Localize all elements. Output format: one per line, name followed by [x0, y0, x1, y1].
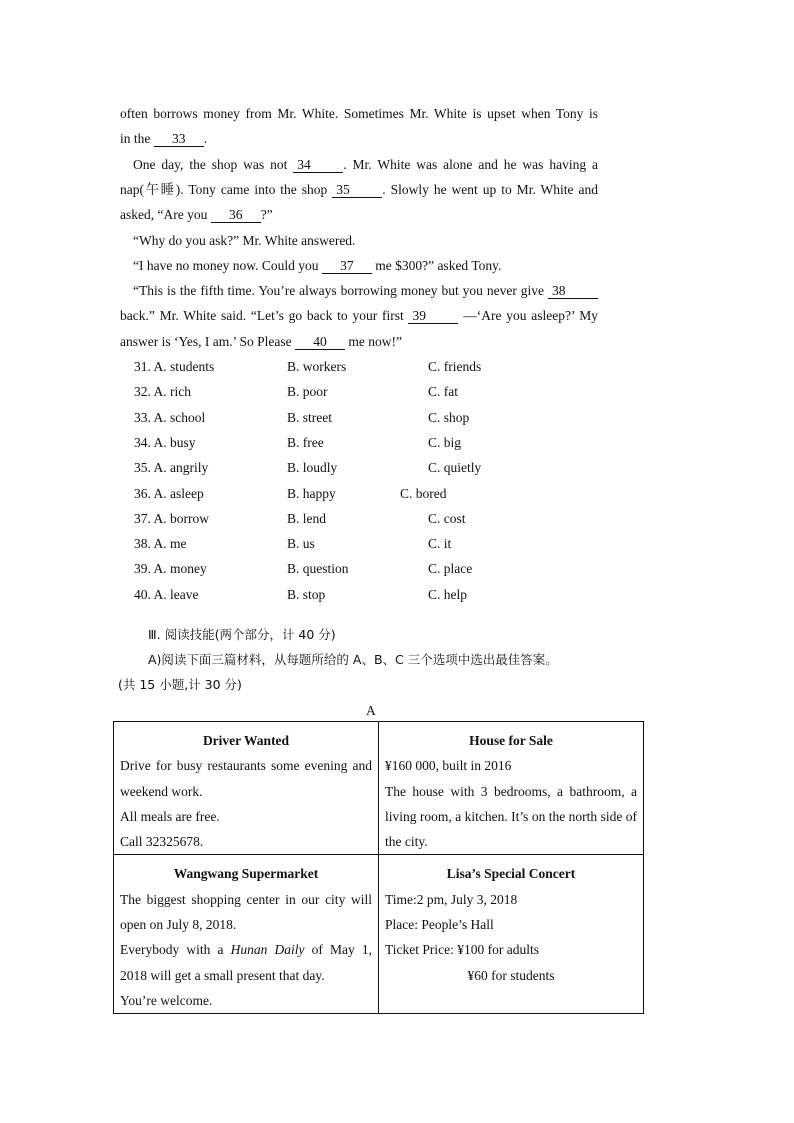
supermarket-cell: [114, 855, 379, 1014]
passage-line: [120, 332, 598, 352]
option-b: B. lend: [287, 510, 326, 526]
option-c: C. shop: [428, 409, 470, 425]
option-c: C. place: [428, 561, 473, 577]
cell-text: The biggest shopping center in our city will open on July 8, 2018.: [120, 891, 372, 933]
option-a: 39. A. money: [134, 561, 207, 577]
line-text: “Why do you ask?” Mr. White answered.: [133, 232, 356, 248]
option-c: C. big: [428, 434, 462, 450]
cell-text: Call 32325678.: [120, 834, 204, 850]
option-c: C. cost: [428, 510, 466, 526]
option-b: B. workers: [287, 359, 347, 374]
concert-cell: [379, 855, 644, 1014]
line-text: asked, “Are you: [120, 207, 211, 223]
answer-blank: 37: [322, 258, 372, 274]
line-text: me now!”: [344, 333, 402, 349]
line-text: me $300?” asked Tony.: [371, 257, 502, 273]
passage-line: [120, 205, 598, 225]
line-text: often borrows money from Mr. White. Sometimes Mr. White is upset when Tony is: [120, 106, 598, 121]
answer-blank: 39: [408, 308, 458, 324]
passage-label: A: [366, 703, 376, 718]
line-text: “This is the fifth time. You’re always borrowing money but you never give: [133, 283, 548, 299]
passage-line: [120, 104, 598, 124]
section-instruction: A)阅读下面三篇材料，从每题所给的 A、B、C 三个选项中选出最佳答案。: [148, 652, 558, 667]
option-a: 31. A. students: [134, 359, 215, 374]
option-b: B. question: [287, 561, 349, 577]
ads-table: [113, 721, 644, 1014]
cell-text: Ticket Price: ¥100 for adults: [385, 942, 539, 958]
passage-line: [120, 306, 598, 326]
line-text: in the: [120, 131, 154, 147]
option-c: C. help: [428, 586, 467, 602]
option-a: 32. A. rich: [134, 384, 191, 400]
cell-text: The house with 3 bedrooms, a bathroom, a living room, a kitchen. It’s on the north side of the city.: [385, 783, 637, 850]
option-b: B. happy: [287, 485, 336, 501]
answer-blank: 38: [548, 283, 598, 299]
option-c: C. quietly: [428, 460, 482, 476]
newspaper-name: Hunan Daily: [230, 942, 305, 958]
cell-title: Wangwang Supermarket: [173, 866, 319, 882]
cell-text: Place: People’s Hall: [385, 917, 494, 933]
option-a: 35. A. angrily: [134, 460, 209, 476]
option-b: B. street: [287, 409, 332, 425]
option-a: 34. A. busy: [134, 434, 196, 450]
section-score: (共 15 小题,计 30 分): [118, 677, 242, 692]
cell-text: Drive for busy restaurants some evening and weekend work.: [120, 758, 372, 799]
cell-title: Lisa’s Special Concert: [446, 866, 576, 882]
answer-blank: 40: [295, 334, 345, 350]
line-text: One day, the shop was not: [133, 156, 294, 172]
cell-text: All meals are free.: [120, 808, 220, 824]
answer-blank: 34: [293, 157, 343, 173]
cell-title: Driver Wanted: [202, 733, 290, 748]
line-text: . Mr. White was alone and he was having a: [343, 156, 598, 172]
option-a: 37. A. borrow: [134, 510, 209, 526]
passage-line: [120, 180, 598, 200]
option-b: B. loudly: [287, 460, 338, 476]
passage-line: [133, 231, 598, 251]
line-text: answer is ‘Yes, I am.’ So Please: [120, 333, 295, 349]
option-a: 33. A. school: [134, 409, 206, 425]
option-c: C. bored: [400, 485, 447, 501]
line-text: nap(午睡). Tony came into the shop: [120, 181, 333, 197]
option-c: C. friends: [428, 359, 482, 374]
passage-line: [133, 281, 598, 301]
option-b: B. stop: [287, 586, 326, 602]
line-text: “I have no money now. Could you: [133, 257, 322, 273]
line-text: back.” Mr. White said. “Let’s go back to your first: [120, 308, 409, 324]
driver-wanted-cell: [114, 722, 379, 855]
line-text: ?”: [260, 207, 273, 223]
option-b: B. poor: [287, 384, 328, 400]
cell-text: Time:2 pm, July 3, 2018: [385, 891, 518, 907]
cell-text: [120, 937, 372, 988]
text: Everybody with a: [120, 942, 231, 958]
option-b: B. free: [287, 434, 324, 450]
line-text: . Slowly he went up to Mr. White and: [382, 181, 598, 197]
cell-text: ¥60 for students: [467, 967, 555, 983]
option-a: 36. A. asleep: [134, 485, 204, 501]
cell-title: House for Sale: [469, 733, 553, 748]
answer-blank: 33: [154, 131, 204, 147]
house-for-sale-cell: [379, 722, 644, 855]
option-a: 40. A. leave: [134, 586, 199, 602]
passage-line: [133, 256, 598, 276]
passage-line: [133, 155, 598, 175]
line-text: .: [203, 131, 208, 147]
option-b: B. us: [287, 536, 315, 552]
option-c: C. fat: [428, 384, 458, 400]
line-text: —‘Are you asleep?’ My: [458, 308, 599, 324]
answer-blank: 35: [332, 182, 382, 198]
option-a: 38. A. me: [134, 536, 187, 552]
section-heading: Ⅲ. 阅读技能(两个部分，计 40 分): [148, 627, 336, 642]
passage-line: [120, 129, 598, 149]
cell-text: ¥160 000, built in 2016: [385, 758, 512, 774]
text: of May 1, 2018 will get a small present that day.: [120, 942, 372, 983]
option-c: C. it: [428, 536, 452, 552]
answer-blank: 36: [211, 207, 261, 223]
cell-text: You’re welcome.: [120, 992, 213, 1008]
